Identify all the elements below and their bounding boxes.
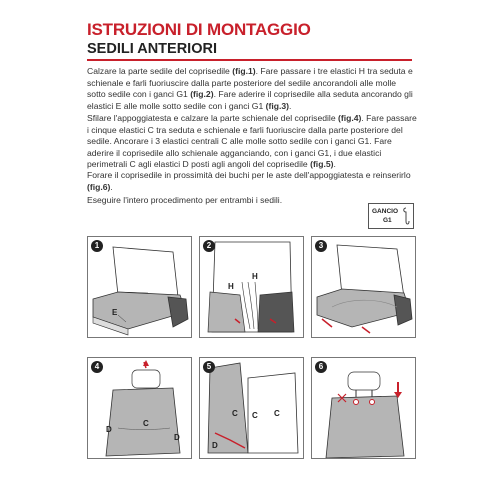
hook-legend-code: G1 [383,217,392,224]
seat-back-elastic-illustration [200,237,303,337]
figure-4 [87,357,192,459]
label-C-3: C [274,409,280,418]
label-H-2: H [228,282,234,291]
page-subtitle: SEDILI ANTERIORI [87,41,217,57]
paragraph-1: Calzare la parte sedile del coprisedile (fig.1). Fare passare i tre elastici H tra seduta e schienale e farli fuoriuscire dalla parte posteriore del sedile ancorandoli alle molle sotto sedile con i ganci G1 (fig.2). Fare aderire il coprisedile alla seduta ancorando gli elastici E alle molle sotto sedile con i ganci G1 (fig.3). [87,66,413,111]
label-D-1: D [106,425,112,434]
figure-number: 1 [91,240,103,252]
seat-fitted-illustration [312,237,415,337]
page-title: ISTRUZIONI DI MONTAGGIO [87,20,311,39]
paragraph-2: Sfilare l'appoggiatesta e calzare la parte schienale del coprisedile (fig.4). Fare passare i cinque elastici C tra seduta e schienale e farli fuoriuscire dalla parte posteriore del sedile. Ancorare i 3 elastici centrali C alle molle sotto sedile con i ganci G1. Fare aderire il coprisedile allo schienale agganciando, con i ganci G1, i due elastici perimetrali C agli elastici D posti agli angoli del coprisedile (fig.5). [87,113,417,170]
figure-5 [199,357,304,459]
hook-icon [402,206,410,226]
paragraph-3: Forare il coprisedile in prossimità dei buchi per le aste dell'appoggiatesta e reinserirlo (fig.6). [87,170,411,192]
label-H-1: H [252,272,258,281]
label-C-1: C [232,409,238,418]
figure-3 [311,236,416,338]
label-D-2: D [174,433,180,442]
label-C: C [143,419,149,428]
figure-number: 5 [203,361,215,373]
figure-2 [199,236,304,338]
figure-1 [87,236,192,338]
figure-number: 2 [203,240,215,252]
label-D: D [212,441,218,450]
label-C-2: C [252,411,258,420]
figure-number: 4 [91,361,103,373]
backrest-cover-illustration [88,358,191,458]
backrest-elastic-illustration [200,358,303,458]
title-rule [87,59,412,61]
figure-number: 6 [315,361,327,373]
paragraph-4: Eseguire l'intero procedimento per entrambi i sedili. [87,195,283,205]
hook-legend-label: GANCIO [372,208,398,215]
figure-6 [311,357,416,459]
label-E: E [112,308,118,317]
seat-cushion-illustration [88,237,191,337]
headrest-reinsert-illustration [312,358,415,458]
figure-number: 3 [315,240,327,252]
hook-legend-box [368,203,414,229]
